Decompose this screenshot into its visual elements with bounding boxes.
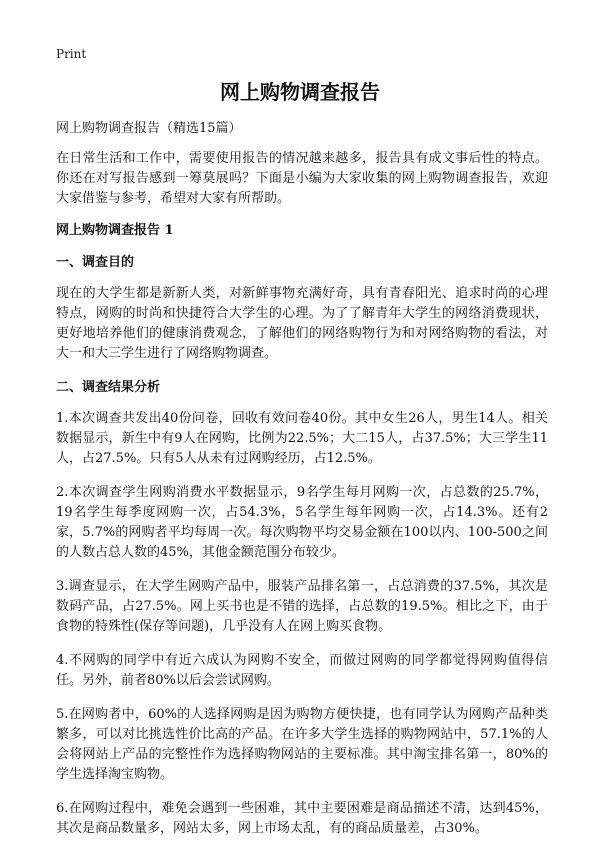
result-paragraph-6: 6.在网购过程中，难免会遇到一些困难，其中主要困难是商品描述不清，达到45%，其次是商品数量多，网站太多，网上市场太乱，有的商品质量差，占30%。 — [56, 801, 548, 836]
document-title: 网上购物调查报告 — [220, 80, 380, 104]
intro-paragraph: 在日常生活和工作中，需要使用报告的情况越来越多，报告具有成文事后性的特点。你还在对写报告感到一筹莫展吗？下面是小编为大家收集的网上购物调查报告，欢迎大家借鉴与参考，希望对大家有所帮助。 — [56, 151, 548, 206]
result-paragraph-5: 5.在网购者中，60%的人选择网购是因为购物方便快捷，也有同学认为网购产品种类繁多，可以对比挑选性价比高的产品。在许多大学生选择的购物网站中，57.1%的人会将网站上产品的完整性作为选择购物网站的主要标准。其中淘宝排名第一，80%的学生选择淘宝购物。 — [56, 707, 548, 782]
result-paragraph-1: 1.本次调查共发出40份问卷，回收有效问卷40份。其中女生26人，男生14人。相关数据显示，新生中有9人在网购，比例为22.5%；大二15人，占37.5%；大三学生11人，占27.5%。只有5人从未有过网购经历，占12.5%。 — [56, 411, 548, 466]
print-label: Print — [56, 47, 87, 61]
report-heading: 网上购物调查报告 1 — [56, 223, 174, 238]
document-subtitle: 网上购物调查报告（精选15篇） — [56, 121, 242, 136]
result-paragraph-3: 3.调查显示，在大学生网购产品中，服装产品排名第一，占总消费的37.5%，其次是数码产品，占27.5%。网上买书也是不错的选择，占总数的19.5%。相比之下，由于食物的特殊性(保存等问题)，几乎没有人在网上购买食物。 — [56, 579, 548, 634]
result-paragraph-4: 4.不网购的同学中有近六成认为网购不安全，而做过网购的同学都觉得网购值得信任。另外，前者80%以后会尝试网购。 — [56, 653, 548, 688]
purpose-paragraph: 现在的大学生都是新新人类，对新鲜事物充满好奇，具有青春阳光、追求时尚的心理特点，网购的时尚和快捷符合大学生的心理。为了了解青年大学生的网络消费现状，更好地培养他们的健康消费观念，了解他们的网络购物行为和对网络购物的看法，对大一和大三学生进行了网络购物调查。 — [56, 286, 548, 361]
section-heading-purpose: 一、调查目的 — [56, 255, 135, 270]
result-paragraph-2: 2.本次调查学生网购消费水平数据显示，9名学生每月网购一次，占总数的25.7%，19名学生每季度网购一次，占54.3%，5名学生每年网购一次，占14.3%。还有2家，5.7%的网购者平均每周一次。每次购物平均交易金额在100以内、100-500之间的人数占总人数的45%，其他金额范围分布较少。 — [56, 485, 548, 560]
section-heading-results: 二、调查结果分析 — [56, 380, 161, 395]
document-body — [56, 119, 548, 853]
